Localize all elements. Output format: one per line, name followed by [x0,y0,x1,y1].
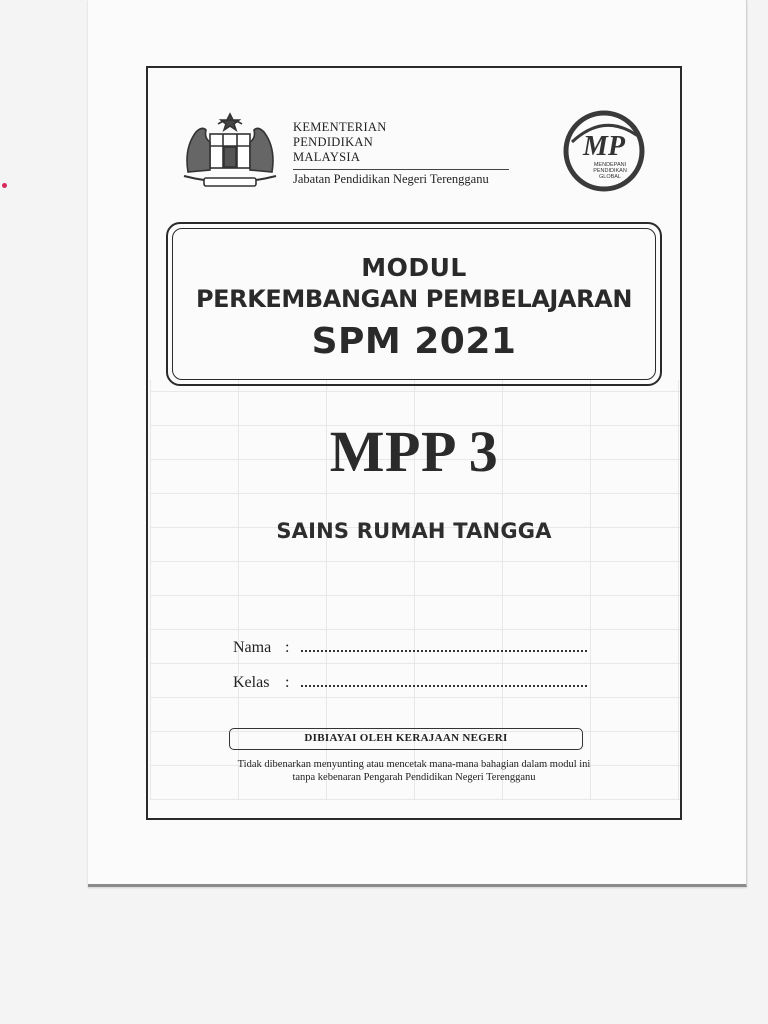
logo-tagline: PENDIDIKAN [593,168,627,174]
ministry-line: MALAYSIA [293,150,361,164]
title-line-modul: MODUL [361,253,467,282]
mp-logo-icon [558,108,650,194]
copyright-notice [146,758,682,784]
notice-line: tanpa kebenaran Pengarah Pendidikan Negeri Terengganu [292,772,536,783]
module-code: MPP 3 [329,419,499,484]
ministry-line: PENDIDIKAN [293,135,374,149]
subject-title: SAINS RUMAH TANGGA [276,519,552,543]
class-label: Kelas [233,674,270,691]
name-field[interactable] [233,636,587,657]
name-colon: : [285,639,290,656]
logo-tagline: GLOBAL [598,174,622,180]
red-ink-mark [2,183,7,188]
class-field[interactable] [233,671,587,692]
title-line-perkembangan: PERKEMBANGAN PEMBELAJARAN [195,285,633,313]
logo-tagline: MENDEPANI [593,162,627,168]
ministry-line: KEMENTERIAN [293,120,387,134]
notice-line: Tidak dibenarkan menyunting atau mencetak mana-mana bahagian dalam modul ini [237,759,591,770]
coat-of-arms-icon [174,110,286,192]
title-line-spm: SPM 2021 [311,321,517,362]
class-colon: : [285,674,290,691]
department-name: Jabatan Pendidikan Negeri Terengganu [293,172,489,186]
logo-initials: MP [583,131,625,162]
ministry-block [293,120,509,187]
module-title-box [166,222,662,386]
name-dotted-line[interactable] [301,636,587,652]
funding-badge: DIBIAYAI OLEH KERAJAAN NEGERI [229,728,583,750]
class-dotted-line[interactable] [301,671,587,687]
ministry-divider [293,169,509,170]
name-label: Nama [233,639,272,656]
